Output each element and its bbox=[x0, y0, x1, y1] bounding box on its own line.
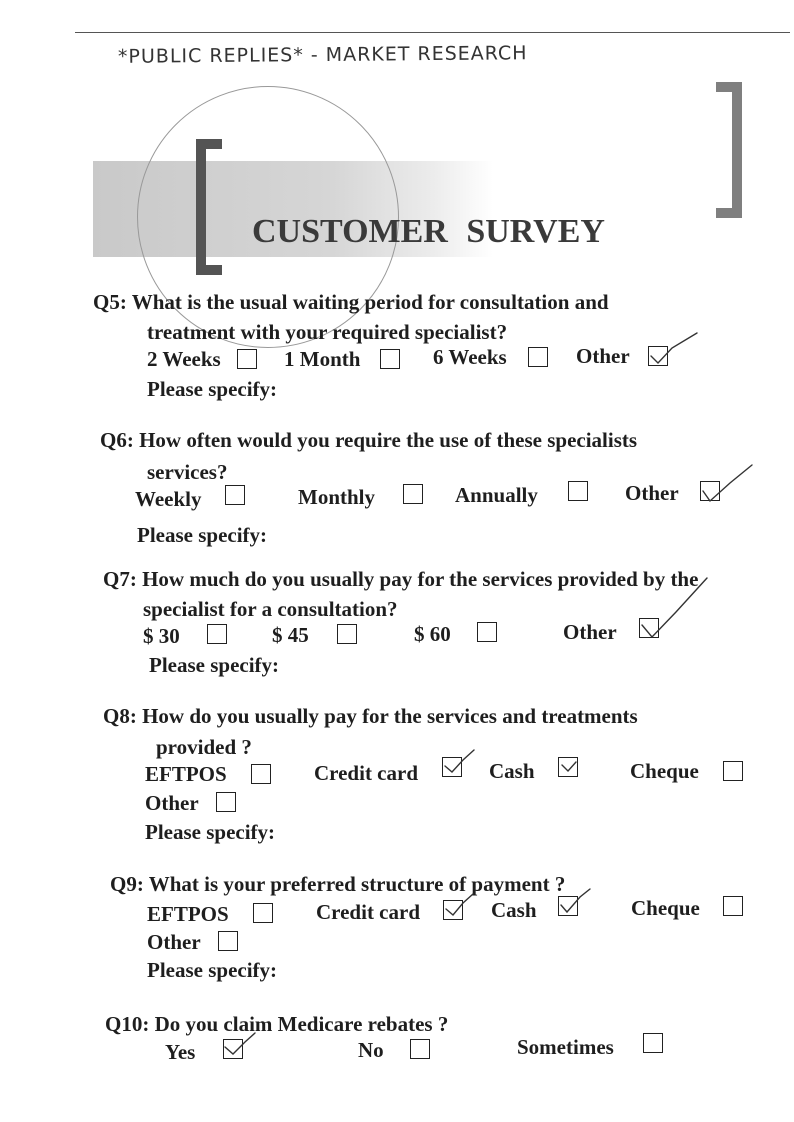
left-bracket bbox=[196, 139, 222, 275]
q5-option-1-month: 1 Month bbox=[284, 347, 361, 371]
q7-checkbox-45[interactable] bbox=[337, 624, 357, 644]
q7-checkbox-other[interactable] bbox=[639, 618, 659, 638]
q8-option-cheque: Cheque bbox=[630, 759, 699, 783]
q5-checkbox-other[interactable] bbox=[648, 346, 668, 366]
q9-checkbox-eftpos[interactable] bbox=[253, 903, 273, 923]
q8-question: Q8: How do you usually pay for the services and treatments bbox=[103, 704, 638, 728]
q10-question: Q10: Do you claim Medicare rebates ? bbox=[105, 1012, 449, 1036]
q8-please-specify: Please specify: bbox=[145, 820, 276, 844]
q6-checkbox-other[interactable] bbox=[700, 481, 720, 501]
q5-checkbox-2-weeks[interactable] bbox=[237, 349, 257, 369]
q6-option-monthly: Monthly bbox=[298, 485, 376, 509]
q9-option-cheque: Cheque bbox=[631, 896, 700, 920]
q8-checkbox-other[interactable] bbox=[216, 792, 236, 812]
q7-question: Q7: How much do you usually pay for the services provided by the bbox=[103, 567, 699, 591]
q6-option-other: Other bbox=[625, 481, 679, 505]
q9-checkbox-cash[interactable] bbox=[558, 896, 578, 916]
q8-option-credit-card: Credit card bbox=[314, 761, 419, 785]
page-title: CUSTOMER SURVEY bbox=[252, 213, 605, 250]
q8-checkbox-credit-card[interactable] bbox=[442, 757, 462, 777]
q7-option-45: $ 45 bbox=[272, 623, 309, 647]
q6-checkbox-monthly[interactable] bbox=[403, 484, 423, 504]
q9-checkbox-other[interactable] bbox=[218, 931, 238, 951]
q10-checkbox-no[interactable] bbox=[410, 1039, 430, 1059]
q8-checkbox-cash[interactable] bbox=[558, 757, 578, 777]
q5-checkbox-1-month[interactable] bbox=[380, 349, 400, 369]
q9-checkbox-cheque[interactable] bbox=[723, 896, 743, 916]
q7-please-specify: Please specify: bbox=[149, 653, 280, 677]
q5-option-6-weeks: 6 Weeks bbox=[433, 345, 507, 369]
q10-checkbox-sometimes[interactable] bbox=[643, 1033, 663, 1053]
q5-question: Q5: What is the usual waiting period for consultation and bbox=[93, 290, 609, 314]
q7-option-30: $ 30 bbox=[143, 624, 180, 648]
q8-option-cash: Cash bbox=[489, 759, 535, 783]
q10-checkbox-yes[interactable] bbox=[223, 1039, 243, 1059]
q5-option-2-weeks: 2 Weeks bbox=[147, 347, 221, 371]
q8-option-eftpos: EFTPOS bbox=[145, 762, 227, 786]
q6-option-weekly: Weekly bbox=[135, 487, 202, 511]
q5-checkbox-6-weeks[interactable] bbox=[528, 347, 548, 367]
q6-question-cont: services? bbox=[147, 460, 228, 484]
q6-checkbox-annually[interactable] bbox=[568, 481, 588, 501]
q6-option-annually: Annually bbox=[455, 483, 538, 507]
q9-checkbox-credit-card[interactable] bbox=[443, 900, 463, 920]
q5-please-specify: Please specify: bbox=[147, 377, 278, 401]
right-bracket bbox=[716, 82, 742, 218]
q8-checkbox-eftpos[interactable] bbox=[251, 764, 271, 784]
top-rule bbox=[75, 32, 790, 33]
handwritten-note: *PUBLIC REPLIES* - MARKET RESEARCH bbox=[117, 42, 528, 68]
q5-question-cont: treatment with your required specialist? bbox=[147, 320, 508, 344]
q6-please-specify: Please specify: bbox=[137, 523, 268, 547]
q8-checkbox-cheque[interactable] bbox=[723, 761, 743, 781]
q10-option-sometimes: Sometimes bbox=[517, 1035, 614, 1059]
q10-option-yes: Yes bbox=[165, 1040, 196, 1064]
q9-question: Q9: What is your preferred structure of payment ? bbox=[110, 872, 566, 896]
q9-option-eftpos: EFTPOS bbox=[147, 902, 229, 926]
q6-question: Q6: How often would you require the use of these specialists bbox=[100, 428, 638, 452]
q7-option-60: $ 60 bbox=[414, 622, 451, 646]
q9-option-cash: Cash bbox=[491, 898, 537, 922]
q8-option-other: Other bbox=[145, 791, 199, 815]
q5-option-other: Other bbox=[576, 344, 630, 368]
q6-checkbox-weekly[interactable] bbox=[225, 485, 245, 505]
q7-checkbox-60[interactable] bbox=[477, 622, 497, 642]
q7-option-other: Other bbox=[563, 620, 617, 644]
q10-option-no: No bbox=[358, 1038, 384, 1062]
q7-checkbox-30[interactable] bbox=[207, 624, 227, 644]
q7-question-cont: specialist for a consultation? bbox=[143, 597, 398, 621]
q9-option-other: Other bbox=[147, 930, 201, 954]
q9-please-specify: Please specify: bbox=[147, 958, 278, 982]
q9-option-credit-card: Credit card bbox=[316, 900, 421, 924]
q8-question-cont: provided ? bbox=[156, 735, 252, 759]
